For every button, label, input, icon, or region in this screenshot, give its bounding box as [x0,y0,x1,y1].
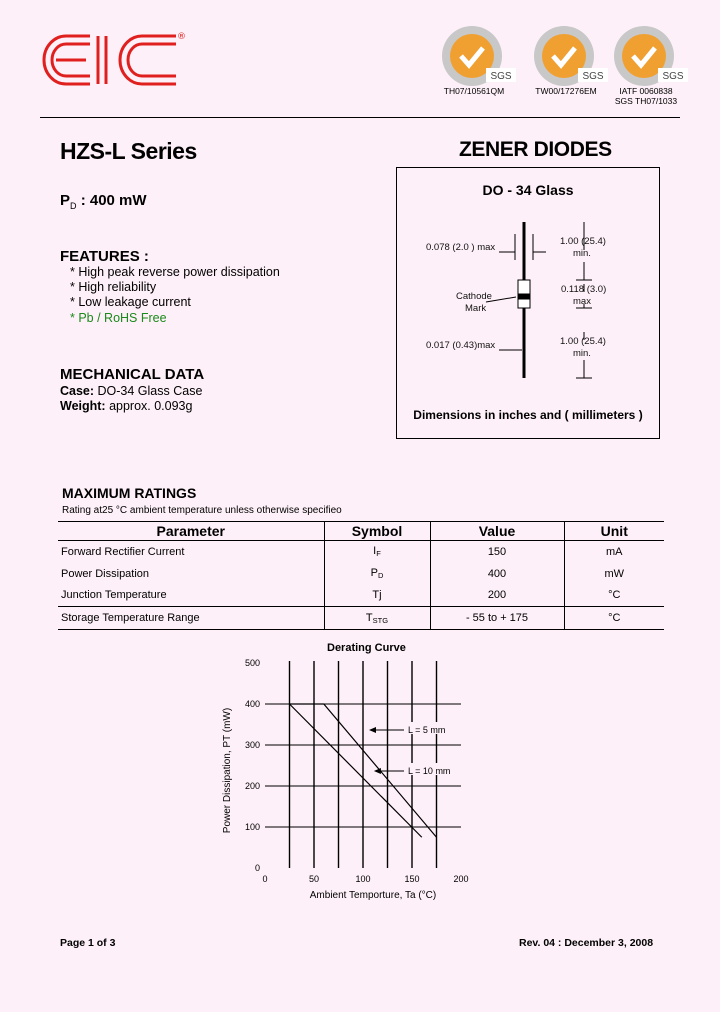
ratings-note: Rating at25 °C ambient temperature unless otherwise specifieo [62,505,342,516]
power-rating: $P_D$ : 400 mW [60,192,147,211]
svg-text:SGS: SGS [662,71,684,82]
dim-top-lead-min: min. [573,248,591,259]
chart-x-axis-label: Ambient Temporture, Ta (°C) [309,890,437,901]
cert-code-2: TW00/17276EM [535,86,597,96]
feature-item: * High peak reverse power dissipation [70,265,280,279]
cathode-mark-label: Cathode [456,291,492,302]
features-heading: FEATURES : [60,248,149,265]
mechanical-case: Case: DO-34 Glass Case [60,384,203,398]
dim-body-max: max [573,296,591,307]
chart-xtick-label: 150 [404,874,420,884]
feature-item: * High reliability [70,280,157,294]
col-symbol: Symbol [324,522,430,541]
svg-text:®: ® [177,32,186,42]
derating-chart [210,655,490,905]
feature-item: * Low leakage current [70,295,191,309]
chart-series-label: L = 5 mm [408,725,446,735]
table-row: Junction Temperature Tj 200 °C [58,585,664,607]
col-unit: Unit [564,522,664,541]
dim-body-length: 0.118 (3.0) [561,284,607,295]
chart-label-arrow [369,727,376,733]
table-row: Power Dissipation $P_D$ 400 mW [58,563,664,585]
col-parameter: Parameter [58,522,324,541]
package-outline-drawing [396,200,660,400]
package-dimensions-note: Dimensions in inches and ( millimeters ) [413,408,643,422]
cathode-mark-label-2: Mark [465,303,487,314]
col-value: Value [430,522,564,541]
cert-code-1: TH07/10561QM [443,86,505,96]
dim-bottom-lead-min: min. [573,348,591,359]
chart-ytick-label: 300 [244,740,260,750]
chart-y-axis-label: Power Dissipation, PT (mW) [222,707,233,834]
mechanical-weight: Weight: approx. 0.093g [60,399,193,413]
table-row: Storage Temperature Range $T_{STG}$ - 55 to + 175 °C [58,607,664,630]
header-divider [40,117,680,118]
series-title: HZS-L Series [60,138,197,164]
chart-ytick-label: 200 [244,781,260,791]
mechanical-heading: MECHANICAL DATA [60,366,205,383]
cert-code-3: IATF 0060838 SGS TH07/1033 [614,86,678,106]
category-title: ZENER DIODES [459,138,612,161]
table-row: Forward Rectifier Current $I_F$ 150 mA [58,541,664,563]
max-ratings-heading: MAXIMUM RATINGS [62,485,197,501]
chart-xtick-label: 50 [308,874,320,884]
chart-ytick-label: 100 [244,822,260,832]
dim-wire-diameter: 0.017 (0.43)max [426,340,496,351]
chart-ytick-label: 0 [254,863,260,873]
chart-xtick-label: 200 [453,874,469,884]
table-header-row [58,522,664,541]
svg-text:SGS: SGS [490,71,512,82]
chart-xtick-label: 0 [262,874,268,884]
page-number: Page 1 of 3 [60,937,116,949]
svg-text:SGS: SGS [582,71,604,82]
dim-lead-diameter: 0.078 (2.0 ) max [426,242,496,253]
chart-ytick-label: 500 [244,658,260,668]
eic-logo [38,30,188,92]
chart-xtick-label: 100 [355,874,371,884]
feature-item-rohs: * Pb / RoHS Free [70,311,167,325]
max-ratings-table [58,521,664,630]
chart-ytick-label: 400 [244,699,260,709]
revision-date: Rev. 04 : December 3, 2008 [519,937,654,949]
package-title: DO - 34 Glass [482,182,574,198]
chart-title: Derating Curve [327,642,406,654]
dim-top-lead-length: 1.00 (25.4) [560,236,606,247]
chart-label-arrow [374,768,381,774]
dim-bottom-lead-length: 1.00 (25.4) [560,336,606,347]
chart-series-label: L = 10 mm [408,766,451,776]
